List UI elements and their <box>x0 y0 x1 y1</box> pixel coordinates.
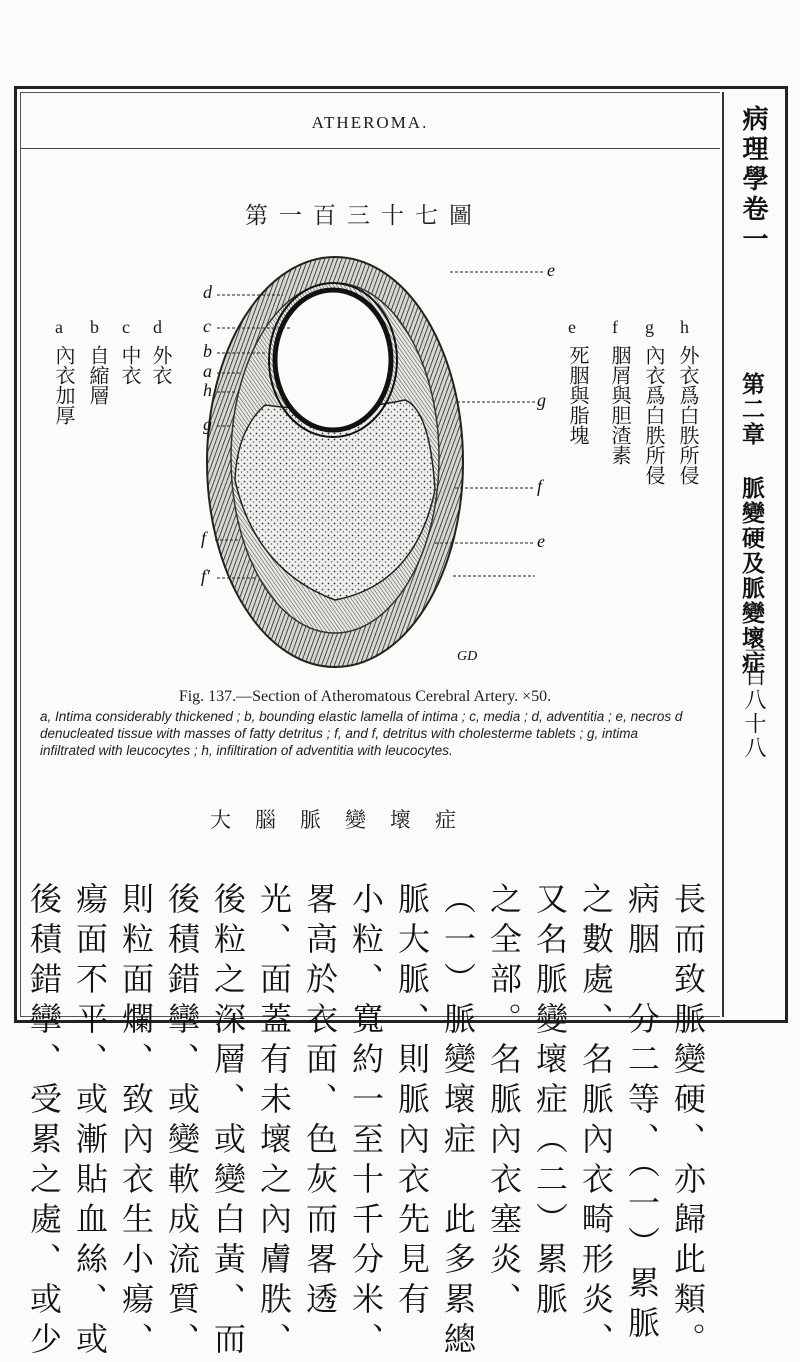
legend-letter-g: g <box>645 317 654 337</box>
figure-title: 第一百三十七圖 <box>245 203 483 229</box>
figure-label-e-top: e <box>547 260 555 280</box>
figure-label-c: c <box>203 316 211 336</box>
figure-label-g: g <box>203 414 212 434</box>
legend-letter-e: e <box>568 317 576 337</box>
legend-letter-a: a <box>55 317 63 337</box>
body-column-10: 光、面蓋有未壞之內膚胅、 <box>255 882 293 1362</box>
side-book-title: 病理學卷一 <box>738 105 768 255</box>
figure-label-g-right: g <box>537 390 546 410</box>
body-column-4: 又名脈變壞症（二）累脈 <box>531 882 569 1322</box>
engraver-mark: GD <box>457 649 478 664</box>
body-column-13: 則粒面爛、致內衣生小瘍、 <box>117 882 155 1362</box>
legend-letter-b: b <box>90 317 99 337</box>
legend-text-c: 中衣 <box>118 345 142 385</box>
body-column-7: 脈大脈、則脈內衣先見有 <box>393 882 431 1322</box>
body-column-12: 後積錯攣、或變軟成流質、 <box>163 882 201 1362</box>
body-column-5: 之全部。名脈內衣塞炎、 <box>485 882 523 1322</box>
figure-label-f: f <box>201 528 207 548</box>
side-chapter-title: 第二章 脈變硬及脈變壞症 <box>738 372 765 676</box>
body-column-11: 後粒之深層、或變白黃、而 <box>209 882 247 1362</box>
legend-text-f: 胭屑與胆渣素 <box>608 345 632 465</box>
body-column-3: 之數處、名脈內衣畸形炎、 <box>577 882 615 1362</box>
side-page-number: 一百八十八 <box>741 640 766 760</box>
legend-text-b: 自縮層 <box>86 345 110 405</box>
legend-text-a: 內衣加厚 <box>52 345 76 425</box>
body-column-15: 後積錯攣、受累之處、或少 <box>25 882 63 1362</box>
body-column-1: 長而致脈變硬、亦歸此類。 <box>669 882 707 1362</box>
body-column-2: 病胭 分二等、（一）累脈 <box>623 882 661 1346</box>
legend-letter-c: c <box>122 317 130 337</box>
head-rule <box>20 148 720 149</box>
legend-letter-f: f <box>612 317 618 337</box>
body-column-9: 畧高於衣面、色灰而畧透 <box>301 882 339 1322</box>
body-column-14: 瘍面不平、或漸貼血絲、或 <box>71 882 109 1362</box>
artery-lumen <box>275 290 391 430</box>
legend-text-e: 死胭與脂塊 <box>566 345 590 445</box>
figure-caption <box>40 688 690 759</box>
legend-text-h: 外衣爲白胅所侵 <box>676 345 700 485</box>
plate-subtitle: 大腦脈變壞症 <box>210 808 480 832</box>
artery-section-figure <box>195 240 565 680</box>
figure-label-h: h <box>203 380 212 400</box>
caption-detail: a, Intima considerably thickened ; b, bounding elastic lamella of intima ; c, media ; d, adventitia ; e, necros d denucleated tissue with masses of fatty detritus ; f, and f, detritus with cholesterme tablets ; g, intima infiltrated with leucocytes ; h, infiltiration of adventitia with leucocytes. <box>40 709 683 758</box>
running-head: ATHEROMA. <box>311 113 429 132</box>
legend-letter-h: h <box>680 317 689 337</box>
legend-letter-d: d <box>153 317 162 337</box>
figure-label-f-prime: f' <box>201 566 210 586</box>
figure-label-b: b <box>203 341 212 361</box>
figure-label-d: d <box>203 282 212 302</box>
body-column-8: 小粒、寬約一至十千分米、 <box>347 882 385 1362</box>
figure-label-f-right: f <box>537 476 543 496</box>
body-column-6: （一）脈變壞症 此多累總 <box>439 882 477 1362</box>
figure-label-a: a <box>203 361 212 381</box>
legend-text-g: 內衣爲白胅所侵 <box>642 345 666 485</box>
caption-main: Fig. 137.—Section of Atheromatous Cerebral Artery. ×50. <box>178 688 552 705</box>
figure-label-e-right: e <box>537 531 545 551</box>
legend-text-d: 外衣 <box>149 345 173 385</box>
